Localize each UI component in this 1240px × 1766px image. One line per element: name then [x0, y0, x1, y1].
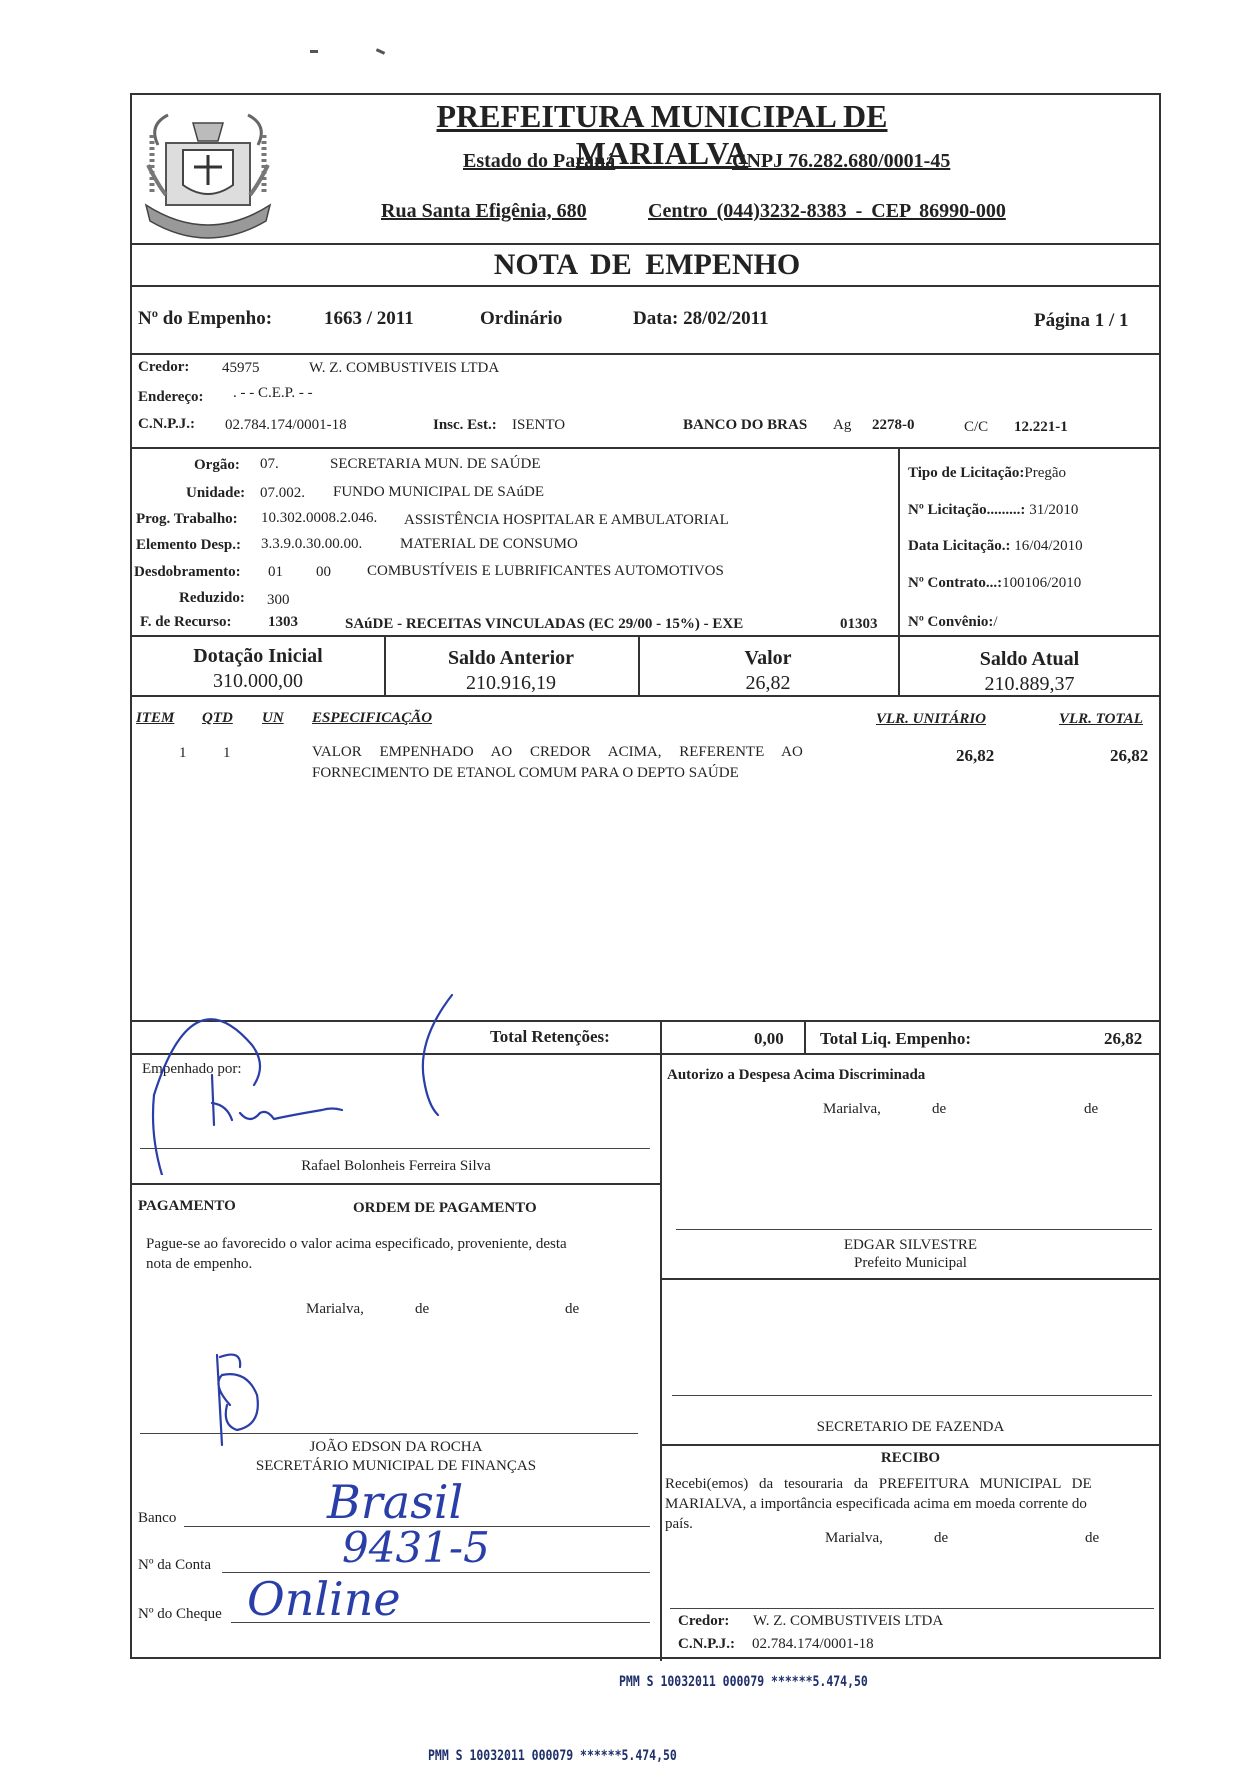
- address-label: Rua Santa Efigênia, 680: [381, 200, 587, 222]
- credor-name: W. Z. COMBUSTIVEIS LTDA: [309, 360, 500, 376]
- tipo-licitacao-value: Pregão: [1024, 465, 1067, 481]
- pagamento-de-2: de: [565, 1301, 580, 1317]
- conta-handwritten: 9431-5: [342, 1523, 490, 1572]
- scan-mark: [310, 50, 318, 53]
- recibo-de-1: de: [934, 1530, 949, 1546]
- banco-label: Banco: [138, 1510, 177, 1526]
- unidade-code: 07.002.: [260, 485, 305, 501]
- data-licitacao-value: 16/04/2010: [1014, 538, 1083, 554]
- saldo-atual-label: Saldo Atual: [979, 648, 1080, 670]
- orgao-label: Orgão:: [194, 457, 240, 473]
- document-title: NOTA DE EMPENHO: [493, 248, 801, 281]
- recibo-cnpj-label: C.N.P.J.:: [678, 1636, 735, 1652]
- saldo-anterior-label: Saldo Anterior: [447, 647, 575, 669]
- insc-value: ISENTO: [512, 417, 566, 433]
- pagamento-city: Marialva,: [306, 1301, 364, 1317]
- unidade-label: Unidade:: [186, 485, 246, 501]
- prog-code: 10.302.0008.2.046.: [261, 510, 378, 526]
- scan-mark: [376, 48, 385, 55]
- valor-label: Valor: [744, 647, 792, 669]
- state-label: Estado do Paraná: [463, 150, 616, 172]
- empenho-number: 1663 / 2011: [324, 308, 414, 329]
- account-label: C/C: [964, 419, 989, 435]
- recibo-text-line-3: país.: [665, 1516, 693, 1532]
- cheque-handwritten: Online: [247, 1572, 401, 1626]
- prefeito-title: Prefeito Municipal: [854, 1255, 967, 1271]
- num-licitacao-label: Nº Licitação.........:: [908, 502, 1026, 518]
- tipo-licitacao-label: Tipo de Licitação:: [908, 465, 1025, 481]
- saldo-anterior-value: 210.916,19: [466, 672, 556, 694]
- recibo-label: RECIBO: [880, 1450, 941, 1466]
- data-licitacao-label: Data Licitação.:: [908, 538, 1011, 554]
- recurso-number: 01303: [840, 616, 878, 632]
- pagamento-text-line-2: nota de empenho.: [146, 1256, 253, 1272]
- nota-de-empenho-form: [130, 93, 1161, 1659]
- empenhado-por-name: Rafael Bolonheis Ferreira Silva: [301, 1158, 491, 1174]
- insc-label: Insc. Est.:: [433, 417, 497, 433]
- reduzido-value: 300: [267, 592, 290, 608]
- banco-handwritten: Brasil: [327, 1475, 464, 1529]
- col-un: UN: [262, 710, 284, 726]
- col-vlr-total: VLR. TOTAL: [1059, 711, 1143, 727]
- prog-name: ASSISTÊNCIA HOSPITALAR E AMBULATORIAL: [404, 512, 729, 528]
- item-spec-line-2: FORNECIMENTO DE ETANOL COMUM PARA O DEPTO SAÚDE: [312, 765, 739, 781]
- recurso-name: SAúDE - RECEITAS VINCULADAS (EC 29/00 - 15%) - EXE: [345, 616, 744, 632]
- elemento-name: MATERIAL DE CONSUMO: [400, 536, 578, 552]
- total-liq-value: 26,82: [1104, 1029, 1143, 1048]
- empenho-number-label: Nº do Empenho:: [138, 308, 273, 329]
- desdobramento-code-a: 01: [268, 564, 283, 580]
- endereco-label: Endereço:: [138, 389, 204, 405]
- recibo-de-2: de: [1085, 1530, 1100, 1546]
- conta-label: Nº da Conta: [138, 1557, 211, 1573]
- item-spec-line-1: VALOR EMPENHADO AO CREDOR ACIMA, REFERENTE AO: [312, 744, 803, 760]
- bank-name: BANCO DO BRAS: [683, 417, 808, 433]
- col-especificacao: ESPECIFICAÇÃO: [312, 710, 433, 726]
- saldo-atual-value: 210.889,37: [984, 673, 1075, 695]
- col-vlr-unitario: VLR. UNITÁRIO: [876, 711, 987, 727]
- ordem-pagamento-label: ORDEM DE PAGAMENTO: [353, 1200, 537, 1216]
- elemento-code: 3.3.9.0.30.00.00.: [261, 536, 363, 552]
- account-value: 12.221-1: [1014, 419, 1068, 435]
- recibo-text-line-1: Recebi(emos) da tesouraria da PREFEITURA MUNICIPAL DE: [665, 1476, 1092, 1492]
- autorizo-de-1: de: [932, 1101, 947, 1117]
- dotacao-inicial-value: 310.000,00: [213, 670, 303, 692]
- recibo-text-line-2: MARIALVA, a importância especificada acima em moeda corrente do: [665, 1496, 1087, 1512]
- cheque-label: Nº do Cheque: [138, 1606, 222, 1622]
- page-title: PREFEITURA MUNICIPAL DE MARIALVA: [436, 98, 888, 171]
- agency-value: 2278-0: [872, 417, 915, 433]
- cnpj-credor-value: 02.784.174/0001-18: [225, 417, 347, 433]
- empenhado-por-label: Empenhado por:: [142, 1061, 242, 1077]
- item-qtd: 1: [223, 745, 231, 761]
- desdobramento-label: Desdobramento:: [134, 564, 241, 580]
- autorizo-city: Marialva,: [823, 1101, 881, 1117]
- autorizo-label: Autorizo a Despesa Acima Discriminada: [667, 1067, 926, 1083]
- credor-code: 45975: [222, 360, 260, 376]
- convenio-label: Nº Convênio:: [908, 614, 994, 630]
- total-liq-label: Total Liq. Empenho:: [820, 1029, 971, 1048]
- recibo-cnpj-value: 02.784.174/0001-18: [752, 1636, 874, 1652]
- credor-label: Credor:: [138, 359, 190, 375]
- empenhado-signature-stroke: [412, 990, 472, 1120]
- autorizo-de-2: de: [1084, 1101, 1099, 1117]
- agency-label: Ag: [833, 417, 852, 433]
- col-qtd: QTD: [202, 710, 233, 726]
- page-number: Página 1 / 1: [1034, 310, 1129, 331]
- cnpj-credor-label: C.N.P.J.:: [138, 416, 195, 432]
- item-vlr-total: 26,82: [1110, 746, 1149, 765]
- recurso-code: 1303: [268, 614, 298, 630]
- recibo-credor-value: W. Z. COMBUSTIVEIS LTDA: [753, 1613, 944, 1629]
- secretario-financas-name: JOÃO EDSON DA ROCHA: [309, 1439, 483, 1455]
- item-vlr-unitario: 26,82: [956, 746, 995, 765]
- dotacao-inicial-label: Dotação Inicial: [193, 645, 323, 667]
- desdobramento-name: COMBUSTÍVEIS E LUBRIFICANTES AUTOMOTIVOS: [367, 563, 724, 579]
- pagamento-label: PAGAMENTO: [138, 1198, 236, 1214]
- recibo-credor-label: Credor:: [678, 1613, 730, 1629]
- cnpj-label: CNPJ 76.282.680/0001-45: [732, 150, 951, 172]
- bank-authentication-stamp-2: PMM S 10032011 000079 ******5.474,50: [428, 1748, 677, 1764]
- convenio-value: /: [993, 614, 998, 630]
- prefeito-name: EDGAR SILVESTRE: [843, 1237, 978, 1253]
- recibo-city: Marialva,: [825, 1530, 883, 1546]
- pagamento-text-line-1: Pague-se ao favorecido o valor acima especificado, proveniente, desta: [146, 1236, 567, 1252]
- bank-authentication-stamp: PMM S 10032011 000079 ******5.474,50: [619, 1674, 868, 1690]
- address-rest-label: Centro (044)3232-8383 - CEP 86990-000: [648, 200, 1006, 222]
- secretario-fazenda-label: SECRETARIO DE FAZENDA: [816, 1419, 1005, 1435]
- endereco-value: . - - C.E.P. - -: [233, 385, 313, 401]
- col-item: ITEM: [136, 710, 175, 726]
- unidade-name: FUNDO MUNICIPAL DE SAúDE: [333, 484, 544, 500]
- desdobramento-code-b: 00: [316, 564, 331, 580]
- empenhado-signature: [132, 985, 452, 1175]
- contrato-label: Nº Contrato...:: [908, 575, 1003, 591]
- pagamento-de-1: de: [415, 1301, 430, 1317]
- orgao-name: SECRETARIA MUN. DE SAÚDE: [330, 456, 541, 472]
- orgao-code: 07.: [260, 456, 279, 472]
- empenho-date: Data: 28/02/2011: [633, 308, 769, 329]
- secretario-financas-title: SECRETÁRIO MUNICIPAL DE FINANÇAS: [255, 1458, 537, 1474]
- total-retencoes-value: 0,00: [754, 1029, 784, 1048]
- municipal-coat-of-arms-logo: [138, 105, 278, 241]
- reduzido-label: Reduzido:: [179, 590, 245, 606]
- secretario-signature: [202, 1345, 292, 1455]
- recurso-label: F. de Recurso:: [140, 614, 232, 630]
- total-retencoes-label: Total Retenções:: [490, 1027, 610, 1046]
- empenho-type: Ordinário: [480, 308, 563, 329]
- valor-value: 26,82: [745, 672, 791, 694]
- contrato-value: 100106/2010: [1002, 575, 1082, 591]
- elemento-label: Elemento Desp.:: [136, 537, 241, 553]
- item-number: 1: [179, 745, 187, 761]
- prog-label: Prog. Trabalho:: [136, 511, 238, 527]
- num-licitacao-value: 31/2010: [1029, 502, 1079, 518]
